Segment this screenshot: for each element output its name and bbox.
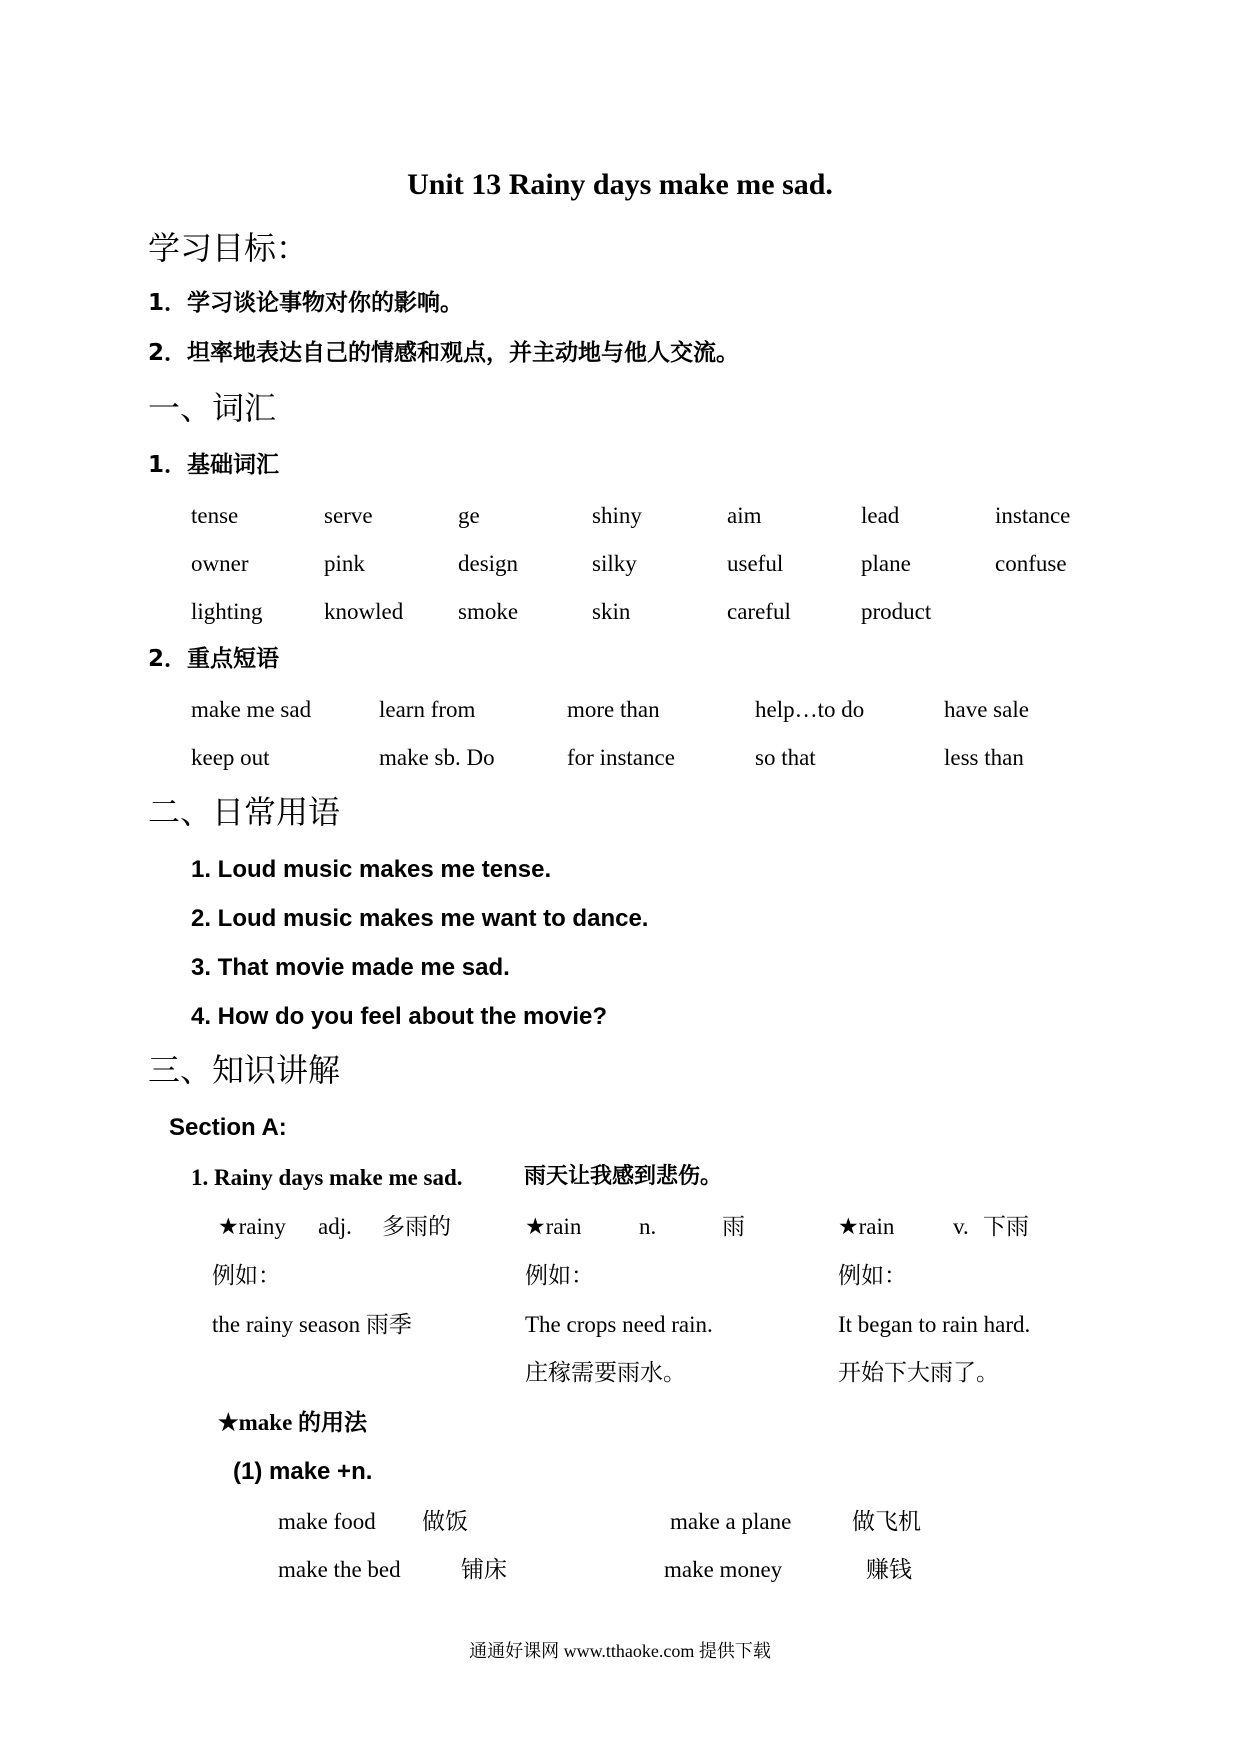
phrase: so that	[755, 745, 816, 770]
vocab-word: pink	[324, 551, 365, 576]
daily-sentence: 2. Loud music makes me want to dance.	[191, 905, 649, 932]
basic-vocab-heading: 1．基础词汇	[148, 452, 280, 478]
meaning: 下雨	[983, 1214, 1029, 1239]
vocab-word: smoke	[458, 599, 519, 624]
vocab-word: plane	[861, 551, 911, 576]
vocab-word: careful	[727, 599, 791, 624]
vocab-word: owner	[191, 551, 249, 576]
vocab-word: instance	[995, 503, 1071, 528]
vocab-word: confuse	[995, 551, 1067, 576]
objective-item: 1．学习谈论事物对你的影响。	[148, 290, 464, 316]
make-example-en: make food	[278, 1509, 376, 1534]
example-translation: 开始下大雨了。	[838, 1360, 999, 1385]
make-n-heading: (1) make +n.	[233, 1458, 373, 1485]
example: The crops need rain.	[525, 1312, 713, 1337]
vocab-word: aim	[727, 503, 762, 528]
vocab-word: design	[458, 551, 519, 576]
phrase: have sale	[944, 697, 1029, 722]
phrase: make me sad	[191, 697, 312, 722]
phrase: learn from	[379, 697, 476, 722]
phrase: make sb. Do	[379, 745, 495, 770]
phrase: for instance	[567, 745, 675, 770]
make-example-en: make money	[664, 1557, 783, 1582]
vocab-word: silky	[592, 551, 637, 576]
example: It began to rain hard.	[838, 1312, 1031, 1337]
make-example-en: make a plane	[670, 1509, 792, 1534]
objective-item: 2．坦率地表达自己的情感和观点，并主动地与他人交流。	[148, 340, 740, 366]
phrases-heading: 2．重点短语	[148, 646, 280, 672]
daily-sentence: 4. How do you feel about the movie?	[191, 1003, 608, 1030]
make-example-en: make the bed	[278, 1557, 401, 1582]
example: the rainy season 雨季	[212, 1312, 412, 1337]
page-title: Unit 13 Rainy days make me sad.	[407, 168, 833, 201]
part-of-speech: adj.	[318, 1214, 352, 1239]
daily-sentence: 3. That movie made me sad.	[191, 954, 510, 981]
phrase: help…to do	[755, 697, 865, 722]
part-of-speech: n.	[639, 1214, 657, 1239]
phrase: keep out	[191, 745, 270, 770]
example-label: 例如：	[212, 1263, 281, 1288]
footer-download-note: 通通好课网 www.tthaoke.com 提供下载	[469, 1641, 771, 1661]
star-term: ★rain	[838, 1214, 895, 1239]
daily-sentence: 1. Loud music makes me tense.	[191, 856, 552, 883]
example-translation: 庄稼需要雨水。	[525, 1360, 686, 1385]
star-term: ★rainy	[218, 1214, 286, 1239]
vocab-word: lead	[861, 503, 900, 528]
point-heading-cn: 雨天让我感到悲伤。	[524, 1164, 723, 1189]
meaning: 多雨的	[382, 1214, 451, 1239]
section-label: Section A:	[169, 1114, 287, 1141]
daily-heading: 二、日常用语	[148, 793, 341, 831]
phrase: less than	[944, 745, 1024, 770]
vocab-word: knowled	[324, 599, 404, 624]
make-example-cn: 做饭	[422, 1509, 468, 1534]
vocab-word: serve	[324, 503, 373, 528]
vocab-word: shiny	[592, 503, 642, 528]
objectives-heading: 学习目标：	[148, 229, 309, 267]
vocab-word: product	[861, 599, 932, 624]
vocab-word: tense	[191, 503, 239, 528]
vocab-word: lighting	[191, 599, 263, 624]
knowledge-heading: 三、知识讲解	[148, 1051, 341, 1089]
meaning: 雨	[722, 1214, 745, 1239]
star-term: ★rain	[525, 1214, 582, 1239]
make-example-cn: 赚钱	[866, 1557, 912, 1582]
vocab-word: skin	[592, 599, 631, 624]
vocab-word: useful	[727, 551, 784, 576]
vocab-heading: 一、词汇	[148, 389, 277, 427]
vocab-word: ge	[458, 503, 480, 528]
part-of-speech: v.	[953, 1214, 969, 1239]
make-usage-heading: ★make 的用法	[218, 1410, 368, 1435]
make-example-cn: 做飞机	[852, 1509, 921, 1534]
make-example-cn: 铺床	[461, 1557, 507, 1582]
example-label: 例如：	[838, 1263, 907, 1288]
point-heading-en: 1. Rainy days make me sad.	[191, 1165, 463, 1190]
example-label: 例如：	[525, 1263, 594, 1288]
phrase: more than	[567, 697, 660, 722]
